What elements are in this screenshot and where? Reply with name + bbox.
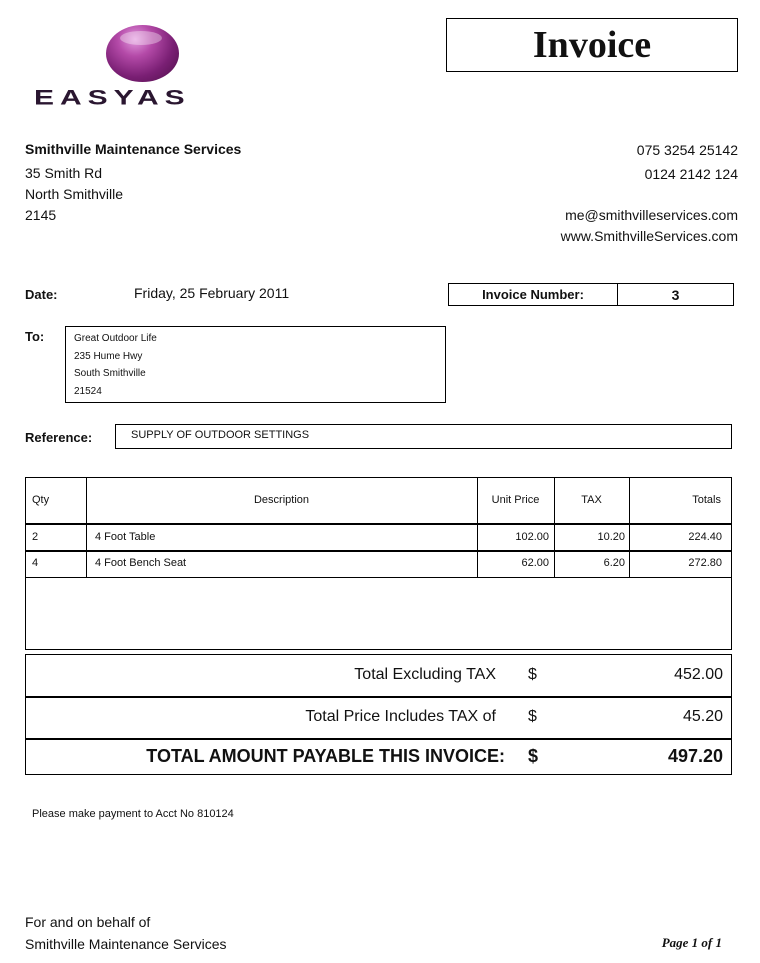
- header-divider: [26, 523, 731, 525]
- logo-text: EASYAS: [34, 86, 191, 110]
- recipient-line: South Smithville: [74, 368, 146, 379]
- date-value: Friday, 25 February 2011: [134, 285, 290, 301]
- header-description: Description: [253, 494, 310, 506]
- reference-value: SUPPLY OF OUTDOOR SETTINGS: [115, 424, 732, 449]
- company-address-line: North Smithville: [25, 186, 124, 202]
- company-address-line: 35 Smith Rd: [25, 165, 103, 181]
- total-payable-label: TOTAL AMOUNT PAYABLE THIS INVOICE:: [146, 746, 505, 766]
- total-tax-currency: $: [528, 708, 537, 725]
- company-email: me@smithvilleservices.com: [565, 207, 738, 223]
- date-label: Date:: [25, 287, 58, 302]
- row-tax: 6.20: [603, 557, 625, 569]
- invoice-number-label: Invoice Number:: [449, 284, 618, 305]
- row-qty: 4: [32, 557, 39, 569]
- payment-note: Please make payment to Acct No 810124: [32, 808, 234, 820]
- total-excl-tax-value: 452.00: [674, 666, 723, 683]
- invoice-number-box: [448, 283, 734, 306]
- company-address-line: 2145: [25, 207, 57, 223]
- column-divider: [629, 478, 630, 578]
- items-table: [25, 477, 732, 650]
- reference-label: Reference:: [25, 430, 93, 445]
- column-divider: [554, 478, 555, 578]
- total-excl-tax-currency: $: [528, 666, 537, 683]
- company-website: www.SmithvilleServices.com: [560, 228, 738, 244]
- row-total: 224.40: [688, 531, 722, 543]
- row-divider: [26, 550, 731, 552]
- to-label: To:: [25, 329, 45, 344]
- header-unit-price: Unit Price: [491, 494, 540, 506]
- row-unit-price: 102.00: [515, 531, 549, 543]
- recipient-line: 235 Hume Hwy: [74, 350, 143, 362]
- total-excl-tax-label: Total Excluding TAX: [354, 666, 496, 683]
- total-tax-label: Total Price Includes TAX of: [305, 708, 496, 725]
- totals-divider: [26, 738, 731, 740]
- recipient-address-box: [65, 326, 446, 403]
- company-name: Smithville Maintenance Services: [25, 141, 242, 157]
- behalf-line: For and on behalf of: [25, 914, 151, 930]
- total-payable-value: 497.20: [667, 746, 723, 766]
- recipient-line: 21524: [74, 385, 102, 397]
- row-tax: 10.20: [597, 531, 625, 543]
- column-divider: [86, 478, 87, 578]
- invoice-number-value: 3: [671, 286, 680, 303]
- row-description: 4 Foot Bench Seat: [95, 557, 187, 569]
- header-qty: Qty: [32, 494, 50, 506]
- row-description: 4 Foot Table: [95, 531, 156, 543]
- row-total: 272.80: [688, 557, 722, 569]
- invoice-title: Invoice: [446, 18, 738, 72]
- recipient-line: Great Outdoor Life: [74, 333, 157, 344]
- row-unit-price: 62.00: [521, 557, 549, 569]
- header-totals: Totals: [692, 494, 721, 506]
- behalf-company: Smithville Maintenance Services: [25, 936, 227, 952]
- total-tax-value: 45.20: [682, 708, 723, 725]
- row-divider: [26, 577, 731, 578]
- column-divider: [477, 478, 478, 578]
- header-tax: TAX: [581, 494, 602, 506]
- total-payable-currency: $: [528, 746, 539, 766]
- company-phone: 0124 2142 124: [644, 166, 738, 182]
- row-qty: 2: [32, 531, 39, 543]
- totals-divider: [26, 696, 731, 698]
- totals-box: [25, 654, 732, 775]
- page-number: Page 1 of 1: [661, 935, 722, 950]
- company-phone: 075 3254 25142: [636, 142, 738, 158]
- logo-orb-icon: [106, 25, 179, 82]
